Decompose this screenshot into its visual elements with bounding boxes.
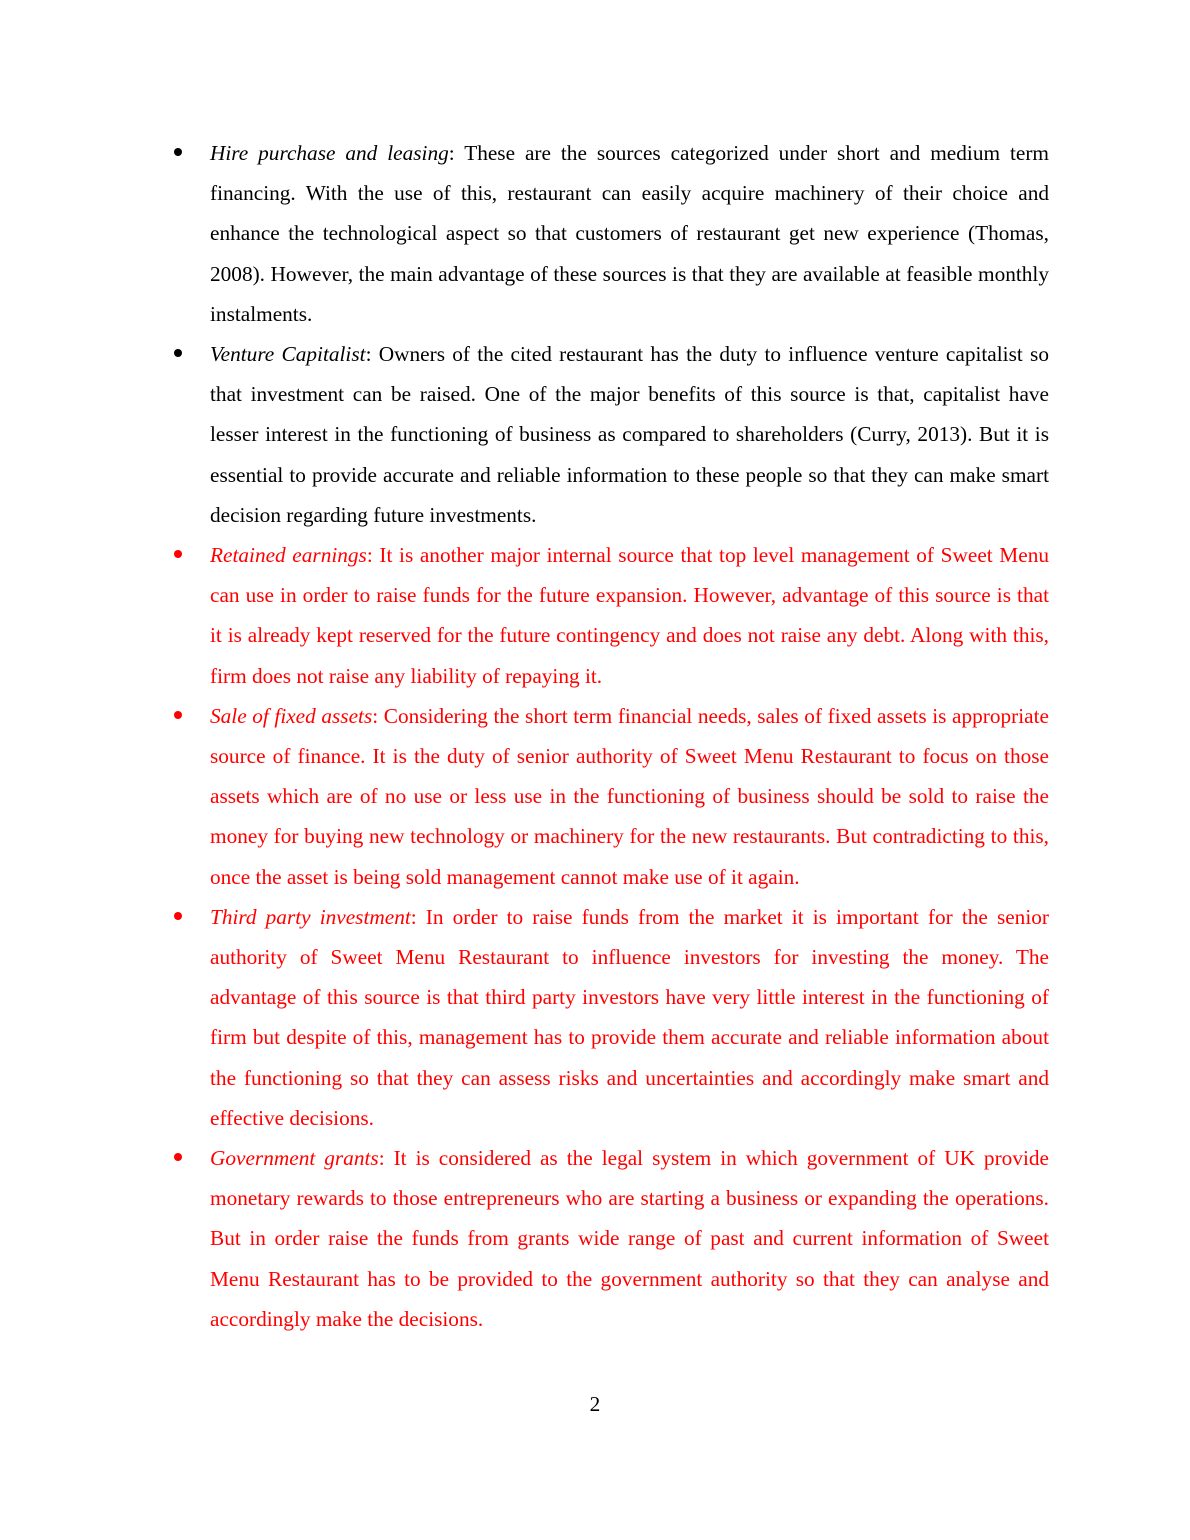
bullet-item-third-party-investment [210,897,1049,1138]
bullet-text: : In order to raise funds from the market it is important for the senior authority of Sweet Menu Restaurant to influence investors for investing the money. The advantage of this source is that third party investors have very little interest in the functioning of firm but despite of this, management has to provide them accurate and reliable information about the functioning so that they can assess risks and uncertainties and accordingly make smart and effective decisions. [210,904,1049,1130]
bullet-icon [174,912,182,920]
bullet-term: Venture Capitalist [210,342,366,367]
bullet-item-retained-earnings [210,535,1049,696]
bullet-text: : It is considered as the legal system in which government of UK provide monetary rewards to those entrepreneurs who are starting a business or expanding the operations. But in order raise the funds from grants wide range of past and current information of Sweet Menu Restaurant has to be provided to the government authority so that they can analyse and accordingly make the decisions. [210,1146,1049,1331]
bullet-term: Third party investment [210,904,411,929]
page-number: 2 [589,1392,601,1416]
bullet-text: : Owners of the cited restaurant has the duty to influence venture capitalist so that investment can be raised. One of the major benefits of this source is that, capitalist have lesser interest in the functioning of business as compared to shareholders (Curry, 2013). But it is essential to provide accurate and reliable information to these people so that they can make smart decision regarding future investments. [210,342,1049,527]
bullet-text: : These are the sources categorized under short and medium term financing. With the use of this, restaurant can easily acquire machinery of their choice and enhance the technological aspect so that customers of restaurant get new experience (Thomas, 2008). However, the main advantage of these sources is that they are available at feasible monthly instalments. [210,141,1049,326]
bullet-term: Retained earnings [210,543,367,568]
bullet-item-venture-capitalist [210,334,1049,535]
bullet-icon [174,148,182,156]
bullet-icon [174,550,182,558]
bullet-icon [174,1153,182,1161]
bullet-item-hire-purchase [210,133,1049,334]
bullet-item-government-grants [210,1138,1049,1339]
bullet-text: : Considering the short term financial needs, sales of fixed assets is appropriate source of finance. It is the duty of senior authority of Sweet Menu Restaurant to focus on those assets which are of no use or less use in the functioning of business should be sold to raise the money for buying new technology or machinery for the new restaurants. But contradicting to this, once the asset is being sold management cannot make use of it again. [210,703,1049,889]
bullet-term: Hire purchase and leasing [210,141,449,165]
bullet-text: : It is another major internal source that top level management of Sweet Menu can use in order to raise funds for the future expansion. However, advantage of this source is that it is already kept reserved for the future contingency and does not raise any debt. Along with this, firm does not raise any liability of repaying it. [210,543,1049,688]
bullet-term: Sale of fixed assets [210,703,373,728]
bullet-icon [174,711,182,719]
bullet-term: Government grants [210,1146,379,1171]
bullet-icon [174,349,182,357]
bullet-item-sale-of-fixed-assets [210,696,1049,897]
bullet-list [210,133,1049,1339]
